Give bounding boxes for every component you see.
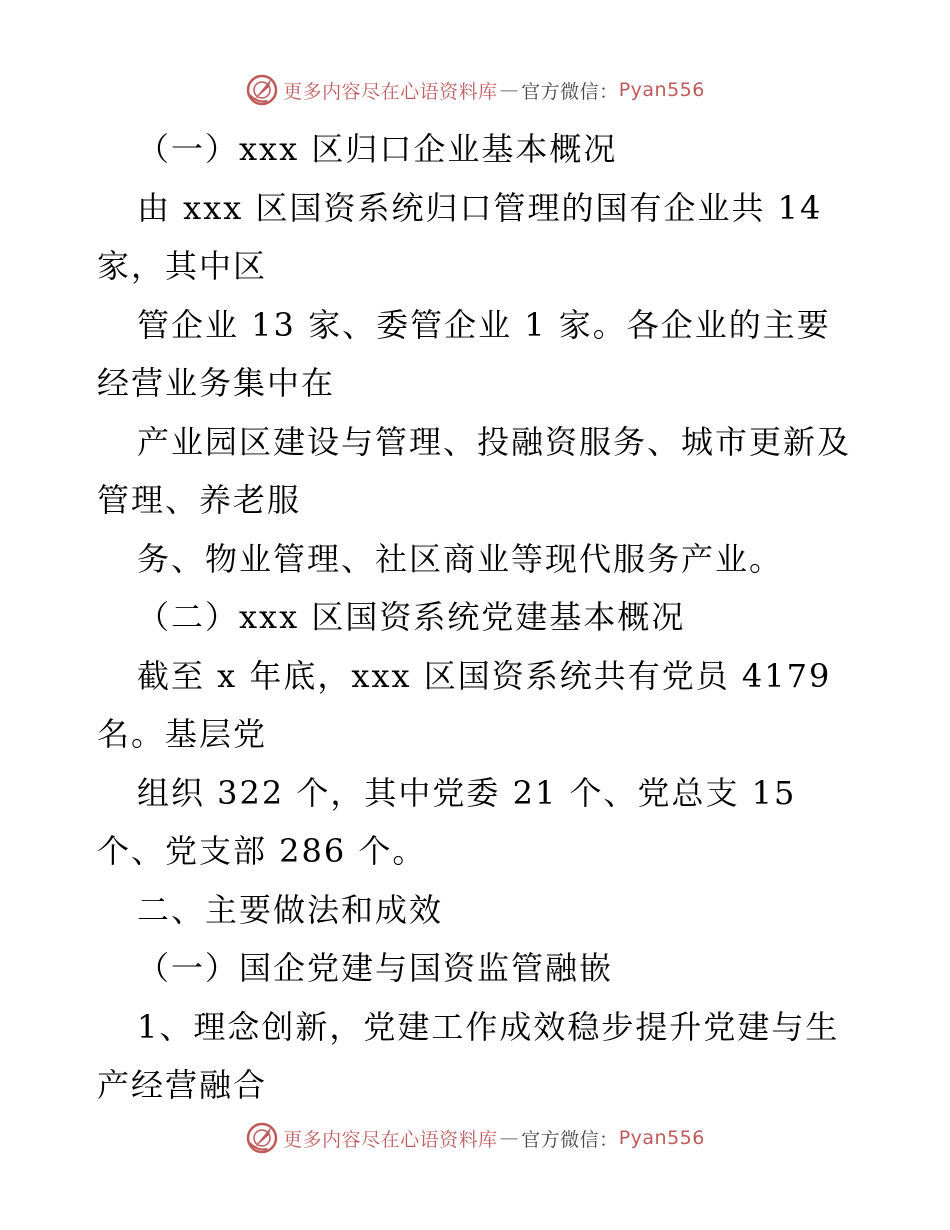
banner-wechat-label: 官方微信：: [521, 1128, 619, 1151]
header-watermark: [0, 70, 950, 110]
banner-separator: —: [499, 79, 520, 101]
text-line: 家，其中区: [97, 247, 268, 285]
banner-handle: Pyan556: [618, 79, 705, 101]
banner-title: 更多内容尽在心语资料库: [283, 1128, 498, 1151]
quill-logo-icon: [245, 1121, 279, 1155]
text-line: 产经营融合: [97, 1066, 268, 1104]
text-line: （一）国企党建与国资监管融嵌: [137, 949, 614, 987]
text-line: 组织 322 个，其中党委 21 个、党总支 15: [137, 773, 797, 812]
text-line: 管理、养老服: [97, 481, 302, 519]
text-line: 产业园区建设与管理、投融资服务、城市更新及: [137, 422, 852, 461]
document-body: [97, 120, 887, 1115]
text-line: 务、物业管理、社区商业等现代服务产业。: [137, 539, 784, 578]
text-line: 1、理念创新，党建工作成效稳步提升党建与生: [137, 1007, 840, 1046]
text-line: 名。基层党: [97, 715, 268, 753]
text-line: 截至 x 年底，xxx 区国资系统共有党员 4179: [137, 656, 832, 695]
quill-logo-icon: [245, 73, 279, 107]
text-line: 个、党支部 286 个。: [97, 832, 427, 870]
text-line: （一）xxx 区归口企业基本概况: [137, 130, 618, 168]
text-line: （二）xxx 区国资系统党建基本概况: [137, 598, 686, 636]
banner-wechat-label: 官方微信：: [521, 80, 619, 103]
text-line: 管企业 13 家、委管企业 1 家。各企业的主要: [137, 305, 831, 344]
banner-handle: Pyan556: [618, 1127, 705, 1149]
footer-watermark: [0, 1118, 950, 1158]
text-line: 经营业务集中在: [97, 364, 336, 402]
text-line: 由 xxx 区国资系统归口管理的国有企业共 14: [137, 188, 823, 227]
text-line: 二、主要做法和成效: [137, 890, 444, 929]
banner-title: 更多内容尽在心语资料库: [283, 80, 498, 103]
banner-separator: —: [499, 1127, 520, 1149]
